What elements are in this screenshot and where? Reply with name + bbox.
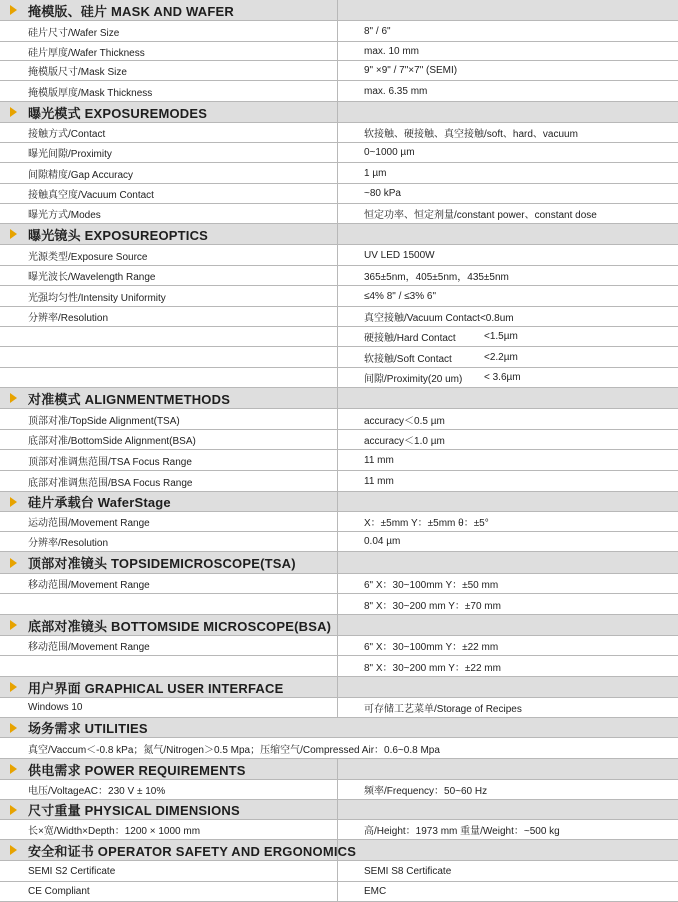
spec-value: 9" ×9" / 7"×7" (SEMI) xyxy=(364,65,458,76)
spec-value: ~80 kPa xyxy=(364,188,401,199)
section-title: 场务需求 UTILITIES xyxy=(28,721,148,736)
section-header-title-area xyxy=(0,492,338,511)
section-title: 用户界面 GRAPHICAL USER INTERFACE xyxy=(28,680,284,696)
spec-row xyxy=(0,594,678,615)
spec-row xyxy=(0,307,678,327)
spec-value: UV LED 1500W xyxy=(364,249,435,261)
spec-label: 底部对准/BottomSide Alignment(BSA) xyxy=(0,430,338,449)
triangle-bullet-icon xyxy=(10,558,17,568)
section-header-right xyxy=(338,759,678,779)
spec-value xyxy=(338,327,678,346)
spec-row xyxy=(0,123,678,143)
section-header-right xyxy=(338,677,678,697)
spec-value: 高/Height：1973 mm 重量/Weight：~500 kg xyxy=(364,826,560,837)
spec-row xyxy=(0,42,678,61)
section-header-title-area xyxy=(0,718,678,737)
section-header-inner xyxy=(0,0,678,20)
spec-label: SEMI S2 Certificate xyxy=(0,861,338,881)
spec-label: 间隙精度/Gap Accuracy xyxy=(0,163,338,183)
section-header-right xyxy=(338,492,678,511)
spec-row xyxy=(0,698,678,718)
section-header-right xyxy=(338,615,678,635)
spec-label xyxy=(0,327,338,346)
spec-value-limit: <1.5µm xyxy=(484,331,518,342)
section-header xyxy=(0,102,678,123)
spec-value: SEMI S8 Certificate xyxy=(364,865,452,877)
spec-value: 11 mm xyxy=(364,454,394,466)
triangle-bullet-icon xyxy=(10,805,17,815)
section-header-inner xyxy=(0,759,678,779)
spec-value xyxy=(338,347,678,367)
spec-value: 8" X：30~200 mm Y：±22 mm xyxy=(364,662,501,674)
spec-value: 365±5nm，405±5nm，435±5nm xyxy=(364,272,509,283)
spec-label: 长×宽/Width×Depth：1200 × 1000 mm xyxy=(0,820,338,839)
section-header xyxy=(0,492,678,512)
spec-value: ≤4% 8" / ≤3% 6" xyxy=(364,290,436,302)
spec-row xyxy=(0,738,678,759)
section-header xyxy=(0,0,678,21)
triangle-bullet-icon xyxy=(10,393,17,403)
section-header-title-area xyxy=(0,677,338,697)
spec-value: 8" X：30~200 mm Y：±70 mm xyxy=(364,600,501,612)
section-header xyxy=(0,388,678,409)
spec-value: 6" X：30~100mm Y：±50 mm xyxy=(364,580,499,591)
spec-row xyxy=(0,368,678,388)
spec-value xyxy=(338,368,678,387)
section-title: 安全和证书 OPERATOR SAFETY AND ERGONOMICS xyxy=(28,843,357,859)
section-header-inner xyxy=(0,677,678,697)
spec-value: 0.04 µm xyxy=(364,536,401,547)
spec-label: 运动范围/Movement Range xyxy=(0,512,338,531)
spec-full-text: 真空/Vaccum＜-0.8 kPa；氮气/Nitrogen＞0.5 Mpa；压缩空气/Compressed Air：0.6~0.8 Mpa xyxy=(28,744,440,756)
section-header-inner xyxy=(0,224,678,244)
spec-row xyxy=(0,861,678,882)
section-header-inner xyxy=(0,102,678,122)
section-title: 掩模版、硅片 MASK AND WAFER xyxy=(28,3,234,19)
triangle-bullet-icon xyxy=(10,107,17,117)
spec-row xyxy=(0,636,678,656)
spec-value: 软接触、硬接触、真空接触/soft、hard、vacuum xyxy=(364,129,578,140)
spec-row xyxy=(0,61,678,81)
spec-label: 光强均匀性/Intensity Uniformity xyxy=(0,286,338,306)
section-header-inner xyxy=(0,552,678,573)
section-header-inner xyxy=(0,615,678,635)
section-header xyxy=(0,677,678,698)
spec-label: Windows 10 xyxy=(0,698,338,717)
spec-value: accuracy＜0.5 µm xyxy=(364,415,445,427)
section-header-right xyxy=(338,552,678,573)
spec-value: X：±5mm Y：±5mm θ：±5° xyxy=(364,518,489,529)
spec-value: 频率/Frequency：50~60 Hz xyxy=(364,786,488,797)
spec-value: max. 10 mm xyxy=(364,45,420,57)
spec-row xyxy=(0,143,678,163)
spec-label: 移动范围/Movement Range xyxy=(0,574,338,593)
section-header-title-area xyxy=(0,224,338,244)
spec-value: 8" / 6" xyxy=(364,25,391,37)
section-header-inner xyxy=(0,800,678,819)
section-title: 尺寸重量 PHYSICAL DIMENSIONS xyxy=(28,803,240,818)
section-header-title-area xyxy=(0,759,338,779)
spec-label: 分辨率/Resolution xyxy=(0,307,338,326)
section-title: 顶部对准镜头 TOPSIDEMICROSCOPE(TSA) xyxy=(28,556,296,571)
spec-row xyxy=(0,163,678,184)
spec-label: 掩模版尺寸/Mask Size xyxy=(0,61,338,80)
spec-value-condition: 间隙/Proximity(20 um) xyxy=(364,374,463,385)
section-title: 曝光模式 EXPOSUREMODES xyxy=(28,105,208,121)
section-title: 对准模式 ALIGNMENTMETHODS xyxy=(28,391,231,407)
spec-label: 底部对准调焦范围/BSA Focus Range xyxy=(0,471,338,491)
spec-label: 接触真空度/Vacuum Contact xyxy=(0,184,338,203)
spec-row xyxy=(0,266,678,286)
spec-row xyxy=(0,882,678,902)
spec-label: 光源类型/Exposure Source xyxy=(0,245,338,265)
spec-label xyxy=(0,368,338,387)
triangle-bullet-icon xyxy=(10,5,17,15)
spec-row xyxy=(0,81,678,102)
spec-row xyxy=(0,409,678,430)
spec-label: CE Compliant xyxy=(0,882,338,901)
spec-label: 顶部对准/TopSide Alignment(TSA) xyxy=(0,409,338,429)
spec-value: 6" X：30~100mm Y：±22 mm xyxy=(364,642,499,653)
spec-value: max. 6.35 mm xyxy=(364,85,428,97)
section-header-right xyxy=(338,0,678,20)
section-header-right xyxy=(338,224,678,244)
spec-value-condition: 硬接触/Hard Contact xyxy=(364,333,456,344)
spec-value: 0~1000 µm xyxy=(364,147,415,158)
section-header xyxy=(0,552,678,574)
section-header xyxy=(0,840,678,861)
section-header-inner xyxy=(0,718,678,737)
spec-row xyxy=(0,21,678,42)
section-header-right xyxy=(338,800,678,819)
spec-label: 电压/VoltageAC：230 V ± 10% xyxy=(0,780,338,799)
spec-row xyxy=(0,450,678,471)
spec-row xyxy=(0,245,678,266)
section-header-inner xyxy=(0,492,678,511)
spec-value: 真空接触/Vacuum Contact<0.8um xyxy=(364,313,514,324)
triangle-bullet-icon xyxy=(10,497,17,507)
section-header-title-area xyxy=(0,388,338,408)
section-header xyxy=(0,224,678,245)
section-header-right xyxy=(338,102,678,122)
section-title: 曝光镜头 EXPOSUREOPTICS xyxy=(28,227,209,243)
section-header xyxy=(0,759,678,780)
spec-row xyxy=(0,532,678,552)
spec-label: 曝光方式/Modes xyxy=(0,204,338,223)
spec-value-condition: 软接触/Soft Contact xyxy=(364,353,452,365)
section-header-right xyxy=(338,840,678,860)
spec-row xyxy=(0,286,678,307)
spec-row xyxy=(0,780,678,800)
spec-value: 恒定功率、恒定剂量/constant power、constant dose xyxy=(364,210,597,221)
spec-label xyxy=(0,347,338,367)
spec-label: 硅片尺寸/Wafer Size xyxy=(0,21,338,41)
spec-row xyxy=(0,820,678,840)
section-header-title-area xyxy=(0,615,338,635)
section-title: 供电需求 POWER REQUIREMENTS xyxy=(28,762,246,778)
spec-label: 掩模版厚度/Mask Thickness xyxy=(0,81,338,101)
triangle-bullet-icon xyxy=(10,229,17,239)
section-header-right xyxy=(338,388,678,408)
section-title: 底部对准镜头 BOTTOMSIDE MICROSCOPE(BSA) xyxy=(28,618,332,634)
spec-row xyxy=(0,184,678,204)
spec-label: 硅片厚度/Wafer Thickness xyxy=(0,42,338,60)
section-header-title-area xyxy=(0,102,338,122)
section-header xyxy=(0,718,678,738)
spec-row xyxy=(0,574,678,594)
spec-label xyxy=(0,656,338,676)
section-title: 硅片承载台 WaferStage xyxy=(28,495,171,510)
spec-value: accuracy＜1.0 µm xyxy=(364,436,445,447)
spec-label: 顶部对准调焦范围/TSA Focus Range xyxy=(0,450,338,470)
section-header-title-area xyxy=(0,840,357,860)
triangle-bullet-icon xyxy=(10,620,17,630)
spec-label: 曝光波长/Wavelength Range xyxy=(0,266,338,285)
spec-row xyxy=(0,656,678,677)
spec-value: 11 mm xyxy=(364,475,394,487)
triangle-bullet-icon xyxy=(10,682,17,692)
section-header-title-area xyxy=(0,0,338,20)
spec-value-limit: < 3.6µm xyxy=(484,372,521,383)
section-header xyxy=(0,615,678,636)
triangle-bullet-icon xyxy=(10,845,17,855)
spec-value: EMC xyxy=(364,886,387,897)
spec-label xyxy=(0,594,338,614)
spec-row xyxy=(0,430,678,450)
section-header xyxy=(0,800,678,820)
section-header-inner xyxy=(0,840,678,860)
spec-label: 分辨率/Resolution xyxy=(0,532,338,551)
spec-value: 可存储工艺菜单/Storage of Recipes xyxy=(364,704,522,715)
spec-row xyxy=(0,471,678,492)
spec-row xyxy=(0,347,678,368)
spec-value-limit: <2.2µm xyxy=(484,351,518,363)
triangle-bullet-icon xyxy=(10,723,17,733)
spec-row xyxy=(0,327,678,347)
spec-label: 移动范围/Movement Range xyxy=(0,636,338,655)
spec-label: 曝光间隙/Proximity xyxy=(0,143,338,162)
spec-value: 1 µm xyxy=(364,167,387,179)
spec-label: 接触方式/Contact xyxy=(0,123,338,142)
spec-row xyxy=(0,512,678,532)
spec-row xyxy=(0,204,678,224)
section-header-title-area xyxy=(0,552,338,573)
section-header-title-area xyxy=(0,800,338,819)
section-header-inner xyxy=(0,388,678,408)
triangle-bullet-icon xyxy=(10,764,17,774)
